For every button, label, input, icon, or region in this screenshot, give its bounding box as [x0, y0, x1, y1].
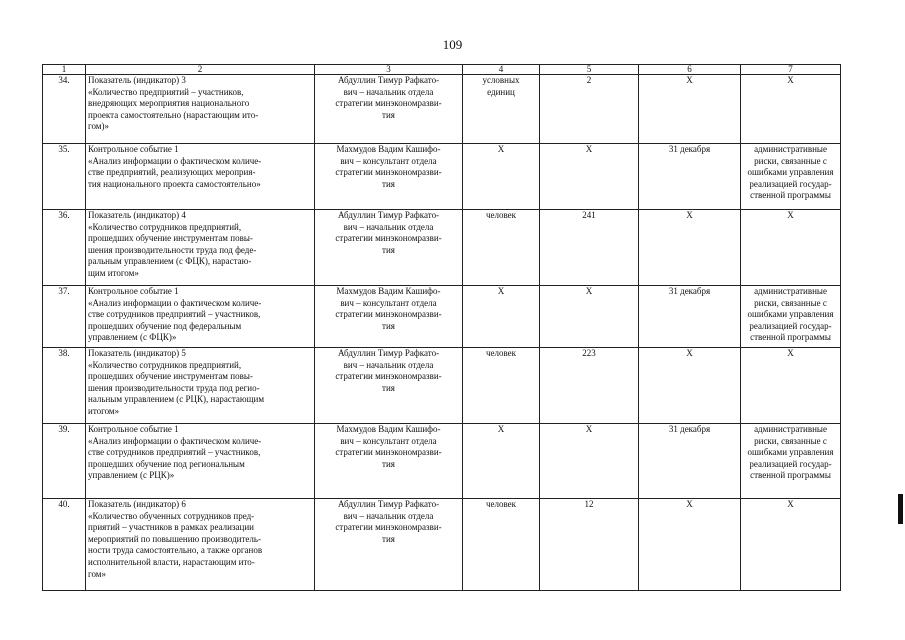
column-header: 3	[315, 65, 463, 75]
row-number: 35.	[43, 144, 86, 210]
row-responsible: Махмудов Вадим Кашифо- вич – консультант отдела стратегии минэкономразви- тия	[315, 424, 463, 499]
row-responsible: Абдуллин Тимур Рафкато- вич – начальник отдела стратегии минэкономразви- тия	[315, 499, 463, 591]
row-name: Показатель (индикатор) 6 «Количество обученных сотрудников пред- приятий – участников в рамках реализации мероприятий по повышению производитель- ности труда самостоятельно, а также органов исполнительной власти, нарастающим ито- гом»	[86, 499, 315, 591]
row-date: 31 декабря	[639, 144, 741, 210]
row-risk: Х	[741, 210, 841, 286]
column-header: 4	[463, 65, 540, 75]
row-name: Показатель (индикатор) 4 «Количество сотрудников предприятий, прошедших обучение инструментам повы- шения производительности труда под феде- ральным управлением (с ФЦК), нарастаю- щим итогом»	[86, 210, 315, 286]
table-row	[43, 499, 841, 591]
row-value: 12	[540, 499, 639, 591]
row-risk: Х	[741, 499, 841, 591]
row-name: Контрольное событие 1 «Анализ информации о фактическом количе- стве сотрудников предприятий – участников, прошедших обучение под федеральным управлением (с ФЦК)»	[86, 286, 315, 348]
column-header: 6	[639, 65, 741, 75]
row-responsible: Абдуллин Тимур Рафкато- вич – начальник отдела стратегии минэкономразви- тия	[315, 210, 463, 286]
table-row	[43, 424, 841, 499]
row-unit: Х	[463, 144, 540, 210]
row-risk: административные риски, связанные с ошибками управления реализацией государ- ственной программы	[741, 424, 841, 499]
row-risk: административные риски, связанные с ошибками управления реализацией государ- ственной программы	[741, 286, 841, 348]
header-row	[43, 65, 841, 75]
page-number: 109	[442, 37, 463, 52]
row-date: Х	[639, 499, 741, 591]
row-value: Х	[540, 144, 639, 210]
row-number: 36.	[43, 210, 86, 286]
row-unit: условных единиц	[463, 75, 540, 144]
column-header: 5	[540, 65, 639, 75]
row-name: Контрольное событие 1 «Анализ информации о фактическом количе- стве сотрудников предприятий – участников, прошедших обучение под региональным управлением (с РЦК)»	[86, 424, 315, 499]
indicator-table	[42, 64, 841, 591]
row-value: 241	[540, 210, 639, 286]
row-name: Контрольное событие 1 «Анализ информации о фактическом количе- стве предприятий, реализующих мероприя- тия национального проекта самостоятельно»	[86, 144, 315, 210]
row-responsible: Абдуллин Тимур Рафкато- вич – начальник отдела стратегии минэкономразви- тия	[315, 75, 463, 144]
table-row	[43, 144, 841, 210]
table-row	[43, 210, 841, 286]
table-row	[43, 75, 841, 144]
row-risk: административные риски, связанные с ошибками управления реализацией государ- ственной программы	[741, 144, 841, 210]
column-header: 2	[86, 65, 315, 75]
row-number: 39.	[43, 424, 86, 499]
row-name: Показатель (индикатор) 3 «Количество предприятий – участников, внедряющих мероприятия национального проекта самостоятельно (нарастающим ито- гом)»	[86, 75, 315, 144]
row-responsible: Махмудов Вадим Кашифо- вич – консультант отдела стратегии минэкономразви- тия	[315, 144, 463, 210]
column-header: 1	[43, 65, 86, 75]
row-responsible: Махмудов Вадим Кашифо- вич – консультант отдела стратегии минэкономразви- тия	[315, 286, 463, 348]
scan-edge-mark	[898, 494, 903, 524]
row-value: 2	[540, 75, 639, 144]
row-unit: человек	[463, 348, 540, 424]
row-number: 38.	[43, 348, 86, 424]
row-date: Х	[639, 210, 741, 286]
row-name: Показатель (индикатор) 5 «Количество сотрудников предприятий, прошедших обучение инструментам повы- шения производительности труда под регио- нальным управлением (с РЦК), нарастающим итогом»	[86, 348, 315, 424]
row-value: 223	[540, 348, 639, 424]
row-value: Х	[540, 286, 639, 348]
row-number: 34.	[43, 75, 86, 144]
row-value: Х	[540, 424, 639, 499]
table-row	[43, 286, 841, 348]
row-number: 40.	[43, 499, 86, 591]
row-risk: Х	[741, 75, 841, 144]
table-row	[43, 348, 841, 424]
row-date: Х	[639, 348, 741, 424]
row-number: 37.	[43, 286, 86, 348]
column-header: 7	[741, 65, 841, 75]
row-risk: Х	[741, 348, 841, 424]
row-responsible: Абдуллин Тимур Рафкато- вич – начальник отдела стратегии минэкономразви- тия	[315, 348, 463, 424]
row-date: 31 декабря	[639, 286, 741, 348]
row-unit: человек	[463, 499, 540, 591]
row-unit: Х	[463, 286, 540, 348]
row-unit: Х	[463, 424, 540, 499]
row-date: 31 декабря	[639, 424, 741, 499]
row-date: Х	[639, 75, 741, 144]
row-unit: человек	[463, 210, 540, 286]
